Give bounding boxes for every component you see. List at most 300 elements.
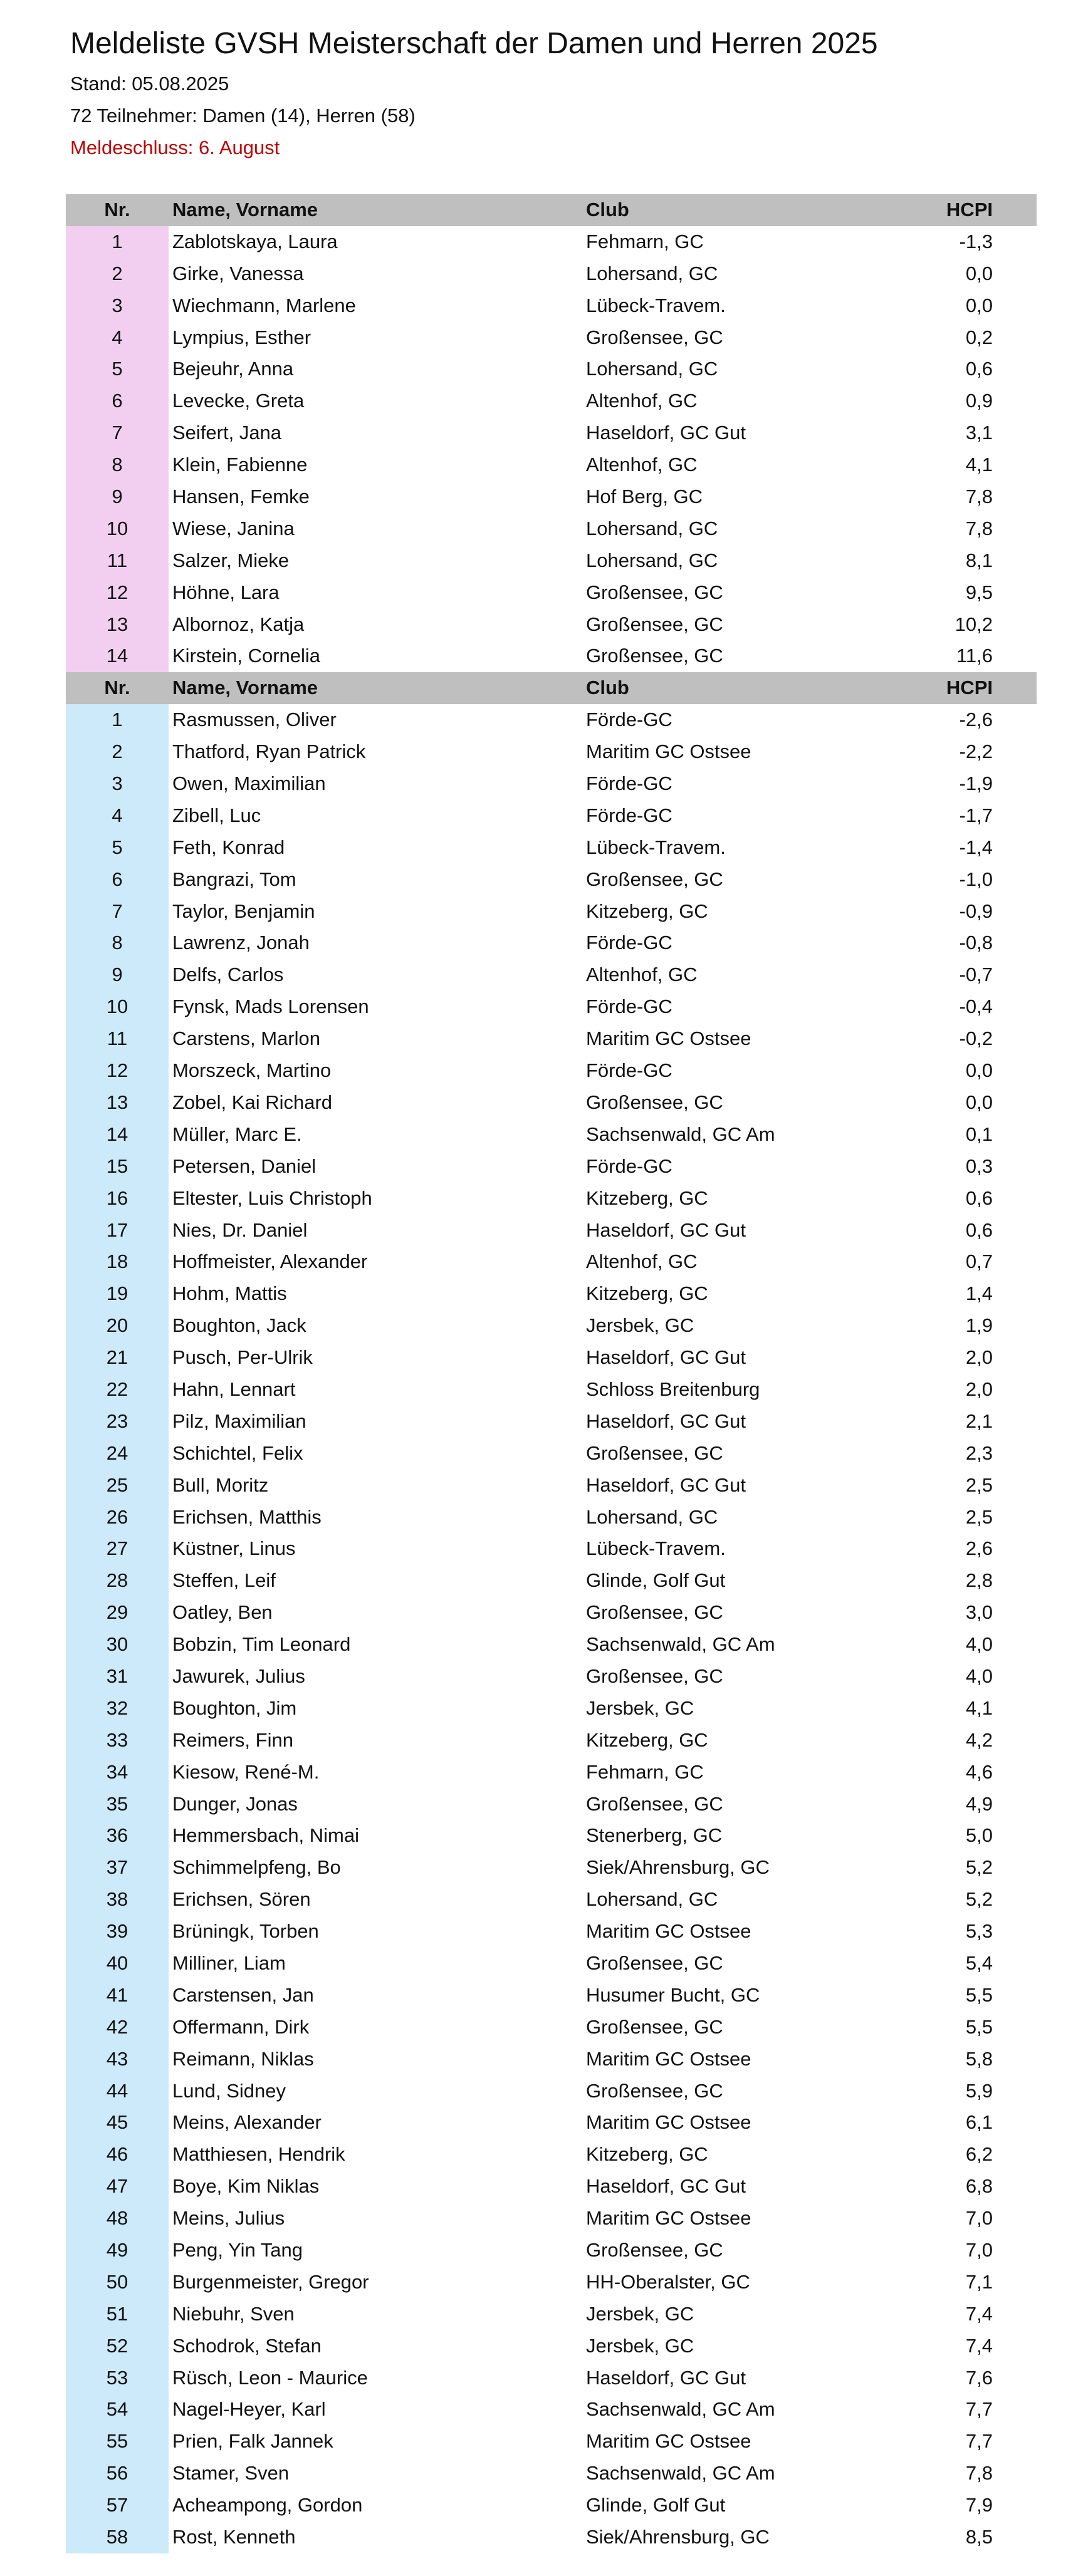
row-number: 1 [66,226,169,258]
table-row [66,1374,1037,1406]
table-row [66,1438,1037,1470]
row-number: 45 [66,2107,169,2139]
handicap-index: 0,0 [965,1091,993,1113]
row-number: 21 [66,1342,169,1374]
player-name: Wiese, Janina [172,517,295,539]
club-name: Sachsenwald, GC Am [586,1123,775,1145]
club-name: Haseldorf, GC Gut [586,422,746,444]
header-hcpi: HCPI [946,677,993,699]
row-number: 38 [66,1884,169,1916]
table-row [66,1406,1037,1438]
club-name: Großensee, GC [586,1951,723,1974]
player-name: Owen, Maximilian [172,772,326,795]
player-name: Eltester, Luis Christoph [172,1187,372,1209]
table-row [66,1246,1037,1278]
club-name: Maritim GC Ostsee [586,2047,751,2070]
row-number: 12 [66,1055,169,1087]
row-number: 35 [66,1789,169,1820]
row-number: 48 [66,2203,169,2235]
handicap-index: 4,9 [965,1792,993,1815]
club-name: Jersbek, GC [586,2334,694,2357]
table-row [66,1023,1037,1055]
club-name: Großensee, GC [586,1792,723,1815]
table-row [66,2426,1037,2458]
table-row [66,991,1037,1023]
player-name: Pilz, Maximilian [172,1410,306,1432]
club-name: Glinde, Golf Gut [586,1569,726,1592]
club-name: Maritim GC Ostsee [586,2430,751,2453]
club-name: Großensee, GC [586,868,723,890]
row-number: 27 [66,1533,169,1565]
row-number: 22 [66,1374,169,1406]
handicap-index: 11,6 [956,645,993,667]
player-name: Schodrok, Stefan [172,2334,322,2357]
table-row [66,896,1037,928]
handicap-index: 5,9 [965,2079,993,2102]
row-number: 24 [66,1438,169,1470]
table-row [66,1151,1037,1183]
player-name: Küstner, Linus [172,1537,296,1560]
club-name: Förde-GC [586,1155,672,1177]
club-name: Sachsenwald, GC Am [586,2398,775,2421]
handicap-index: 9,5 [965,581,993,603]
player-name: Dunger, Jonas [172,1792,298,1815]
table-row [66,1183,1037,1215]
handicap-index: 0,9 [965,390,993,412]
player-name: Klein, Fabienne [172,454,308,476]
handicap-index: 5,5 [965,2015,993,2038]
handicap-index: 0,0 [965,262,993,284]
player-name: Salzer, Mieke [172,549,290,571]
club-name: Kitzeberg, GC [586,2143,708,2166]
table-row [66,2298,1037,2330]
header-name: Name, Vorname [172,677,318,699]
handicap-index: 0,6 [965,1218,993,1241]
club-name: Fehmarn, GC [586,1760,704,1783]
club-name: Großensee, GC [586,1091,723,1113]
player-name: Taylor, Benjamin [172,900,315,922]
table-row [66,2394,1037,2426]
player-name: Erichsen, Sören [172,1888,311,1911]
handicap-index: 3,0 [965,1601,993,1624]
row-number: 20 [66,1310,169,1342]
row-number: 4 [66,322,169,354]
row-number: 8 [66,449,169,481]
club-name: Haseldorf, GC Gut [586,1218,746,1241]
player-name: Oatley, Ben [172,1601,273,1624]
club-name: Förde-GC [586,1059,672,1082]
table-header-row [66,672,1037,704]
handicap-index: 0,7 [965,1250,993,1273]
table-row [66,1757,1037,1789]
handicap-index: 4,1 [965,1696,993,1719]
row-number: 26 [66,1502,169,1534]
table-row [66,1342,1037,1374]
row-number: 19 [66,1278,169,1310]
club-name: Haseldorf, GC Gut [586,1346,746,1369]
row-number: 58 [66,2521,169,2553]
handicap-index: 7,8 [965,2462,993,2485]
player-name: Zobel, Kai Richard [172,1091,333,1113]
club-name: Maritim GC Ostsee [586,2207,751,2230]
table-row [66,290,1037,322]
header-nr: Nr. [104,677,130,699]
club-name: Großensee, GC [586,613,723,635]
table-row [66,1565,1037,1597]
table-row [66,353,1037,385]
player-name: Acheampong, Gordon [172,2494,363,2516]
club-name: Siek/Ahrensburg, GC [586,1856,770,1879]
row-number: 32 [66,1693,169,1725]
club-name: Kitzeberg, GC [586,1282,708,1305]
table-row [66,1693,1037,1725]
handicap-index: 5,4 [965,1951,993,1974]
row-number: 44 [66,2075,169,2107]
row-number: 55 [66,2426,169,2458]
row-number: 47 [66,2171,169,2203]
player-name: Carstensen, Jan [172,1983,314,2006]
row-number: 40 [66,1948,169,1980]
table-row [66,1502,1037,1534]
club-name: Haseldorf, GC Gut [586,1473,746,1496]
handicap-index: 6,1 [965,2111,993,2134]
table-row [66,736,1037,768]
table-row [66,927,1037,959]
player-name: Rost, Kenneth [172,2526,296,2548]
handicap-index: 5,0 [965,1824,993,1847]
table-row [66,1852,1037,1884]
handicap-index: 3,1 [965,422,993,444]
player-name: Stamer, Sven [172,2462,290,2485]
row-number: 7 [66,417,169,449]
handicap-index: 0,3 [965,1155,993,1177]
club-name: Lohersand, GC [586,358,718,380]
player-name: Albornoz, Katja [172,613,305,635]
club-name: Stenerberg, GC [586,1824,723,1847]
club-name: Jersbek, GC [586,2302,694,2325]
table-row [66,1597,1037,1629]
table-row [66,2458,1037,2490]
handicap-index: 0,6 [965,358,993,380]
men-section [66,672,1037,2553]
club-name: Förde-GC [586,772,672,795]
club-name: Großensee, GC [586,326,723,348]
table-row [66,1725,1037,1757]
row-number: 12 [66,577,169,609]
row-number: 16 [66,1183,169,1215]
club-name: Maritim GC Ostsee [586,2111,751,2134]
player-name: Reimann, Niklas [172,2047,314,2070]
player-name: Petersen, Daniel [172,1155,317,1177]
player-name: Niebuhr, Sven [172,2302,295,2325]
table-row [66,1789,1037,1820]
club-name: Haseldorf, GC Gut [586,2175,746,2198]
table-row [66,322,1037,354]
row-number: 46 [66,2139,169,2171]
player-name: Meins, Alexander [172,2111,322,2134]
club-name: Lohersand, GC [586,262,718,284]
handicap-index: 0,2 [965,326,993,348]
handicap-index: 5,5 [965,1983,993,2006]
table-row [66,545,1037,577]
row-number: 4 [66,800,169,832]
handicap-index: 2,3 [965,1441,993,1464]
table-row [66,768,1037,800]
handicap-index: 7,7 [965,2430,993,2453]
player-name: Pusch, Per-Ulrik [172,1346,313,1369]
table-row [66,609,1037,641]
table-row [66,959,1037,991]
row-number: 1 [66,704,169,736]
handicap-index: -1,3 [959,230,993,252]
row-number: 18 [66,1246,169,1278]
handicap-index: 4,0 [965,1633,993,1656]
row-number: 28 [66,1565,169,1597]
handicap-index: 7,1 [965,2270,993,2293]
table-row [66,2139,1037,2171]
handicap-index: -1,0 [959,868,993,890]
row-number: 5 [66,832,169,864]
player-name: Levecke, Greta [172,390,305,412]
table-row [66,513,1037,545]
player-name: Nies, Dr. Daniel [172,1218,308,1241]
club-name: Altenhof, GC [586,454,698,476]
handicap-index: -0,2 [959,1027,993,1050]
player-name: Burgenmeister, Gregor [172,2270,369,2293]
row-number: 13 [66,609,169,641]
row-number: 13 [66,1087,169,1119]
row-number: 31 [66,1661,169,1693]
row-number: 15 [66,1151,169,1183]
row-number: 52 [66,2330,169,2362]
table-row [66,1629,1037,1661]
table-row [66,2203,1037,2235]
player-name: Schimmelpfeng, Bo [172,1856,341,1879]
player-name: Bobzin, Tim Leonard [172,1633,351,1656]
handicap-index: 0,6 [965,1187,993,1209]
player-name: Brüningk, Torben [172,1920,319,1943]
table-row [66,2330,1037,2362]
player-name: Meins, Julius [172,2207,285,2230]
handicap-index: 2,8 [965,1569,993,1592]
table-row [66,2362,1037,2394]
table-row [66,417,1037,449]
table-row [66,258,1037,290]
table-row [66,2235,1037,2267]
player-name: Carstens, Marlon [172,1027,321,1050]
player-name: Boughton, Jim [172,1696,297,1719]
handicap-index: 0,0 [965,294,993,316]
table-row [66,1884,1037,1916]
row-number: 57 [66,2490,169,2521]
table-row [66,1119,1037,1151]
club-name: Siek/Ahrensburg, GC [586,2526,770,2548]
table-row [66,1278,1037,1310]
row-number: 8 [66,927,169,959]
club-name: Husumer Bucht, GC [586,1983,760,2006]
player-name: Höhne, Lara [172,581,280,603]
player-name: Steffen, Leif [172,1569,276,1592]
row-number: 25 [66,1470,169,1502]
handicap-index: 5,2 [965,1888,993,1911]
table-row [66,577,1037,609]
row-number: 54 [66,2394,169,2426]
club-name: Großensee, GC [586,645,723,667]
row-number: 10 [66,991,169,1023]
row-number: 6 [66,864,169,896]
table-row [66,864,1037,896]
handicap-index: -0,7 [959,963,993,986]
handicap-index: 7,6 [965,2366,993,2389]
player-name: Lund, Sidney [172,2079,286,2102]
table-row [66,1533,1037,1565]
row-number: 11 [66,1023,169,1055]
table-row [66,1980,1037,2012]
player-name: Boughton, Jack [172,1314,306,1337]
handicap-index: 2,6 [965,1537,993,1560]
table-row [66,2267,1037,2298]
player-name: Hansen, Femke [172,486,310,508]
table-row [66,2171,1037,2203]
player-name: Zablotskaya, Laura [172,230,338,252]
club-name: Fehmarn, GC [586,230,704,252]
table-row [66,1310,1037,1342]
player-name: Reimers, Finn [172,1728,293,1751]
registration-table [66,194,1037,2553]
club-name: Maritim GC Ostsee [586,1027,751,1050]
handicap-index: 7,9 [965,2494,993,2516]
player-name: Hoffmeister, Alexander [172,1250,368,1273]
handicap-index: 7,7 [965,2398,993,2421]
club-name: Förde-GC [586,804,672,826]
club-name: Sachsenwald, GC Am [586,1633,775,1656]
club-name: Großensee, GC [586,1665,723,1687]
handicap-index: -1,7 [959,804,993,826]
player-name: Matthiesen, Hendrik [172,2143,345,2166]
table-row [66,832,1037,864]
table-row [66,481,1037,513]
row-number: 11 [66,545,169,577]
table-row [66,1470,1037,1502]
handicap-index: -1,4 [959,836,993,858]
row-number: 2 [66,258,169,290]
table-row [66,1087,1037,1119]
table-row [66,2044,1037,2075]
table-row [66,449,1037,481]
table-row [66,1916,1037,1948]
club-name: Kitzeberg, GC [586,1728,708,1751]
player-name: Nagel-Heyer, Karl [172,2398,326,2421]
handicap-index: 7,0 [965,2207,993,2230]
handicap-index: -0,9 [959,900,993,922]
handicap-index: 4,1 [965,454,993,476]
club-name: Altenhof, GC [586,1250,698,1273]
player-name: Hahn, Lennart [172,1378,296,1400]
header-club: Club [586,199,629,221]
player-name: Girke, Vanessa [172,262,304,284]
handicap-index: 6,2 [965,2143,993,2166]
handicap-index: 2,0 [965,1378,993,1400]
handicap-index: 10,2 [955,613,993,635]
handicap-index: 2,0 [965,1346,993,1369]
player-name: Erichsen, Matthis [172,1505,322,1528]
row-number: 23 [66,1406,169,1438]
player-name: Boye, Kim Niklas [172,2175,320,2198]
row-number: 14 [66,1119,169,1151]
club-name: Lohersand, GC [586,517,718,539]
player-name: Offermann, Dirk [172,2015,310,2038]
club-name: Haseldorf, GC Gut [586,2366,746,2389]
handicap-index: 8,1 [965,549,993,571]
handicap-index: 7,4 [965,2302,993,2325]
handicap-index: 7,8 [965,517,993,539]
table-row [66,704,1037,736]
handicap-index: 2,5 [965,1505,993,1528]
header-name: Name, Vorname [172,199,318,221]
club-name: Lohersand, GC [586,549,718,571]
player-name: Jawurek, Julius [172,1665,305,1687]
row-number: 5 [66,353,169,385]
row-number: 10 [66,513,169,545]
document-title: Meldeliste GVSH Meisterschaft der Damen und Herren 2025 [70,27,878,60]
table-row [66,800,1037,832]
handicap-index: -0,4 [959,995,993,1018]
row-number: 30 [66,1629,169,1661]
row-number: 2 [66,736,169,768]
handicap-index: 5,2 [965,1856,993,1879]
player-name: Feth, Konrad [172,836,285,858]
row-number: 9 [66,481,169,513]
handicap-index: 4,2 [965,1728,993,1751]
row-number: 53 [66,2362,169,2394]
row-number: 3 [66,768,169,800]
handicap-index: 5,8 [965,2047,993,2070]
table-row [66,226,1037,258]
player-name: Bull, Moritz [172,1473,269,1496]
table-row [66,1948,1037,1980]
table-row [66,2521,1037,2553]
club-name: Maritim GC Ostsee [586,1920,751,1943]
club-name: Großensee, GC [586,1601,723,1624]
table-row [66,2107,1037,2139]
club-name: Haseldorf, GC Gut [586,1410,746,1432]
player-name: Schichtel, Felix [172,1441,303,1464]
handicap-index: 8,5 [965,2526,993,2548]
row-number: 43 [66,2044,169,2075]
club-name: Lohersand, GC [586,1505,718,1528]
women-section [66,194,1037,672]
handicap-index: 0,1 [965,1123,993,1145]
player-name: Peng, Yin Tang [172,2239,303,2261]
player-name: Kirstein, Cornelia [172,645,321,667]
player-name: Seifert, Jana [172,422,282,444]
player-name: Kiesow, René-M. [172,1760,320,1783]
player-name: Zibell, Luc [172,804,261,826]
row-number: 6 [66,385,169,417]
player-name: Müller, Marc E. [172,1123,302,1145]
player-name: Morszeck, Martino [172,1059,332,1082]
row-number: 29 [66,1597,169,1629]
handicap-index: 2,5 [965,1473,993,1496]
club-name: Kitzeberg, GC [586,900,708,922]
row-number: 50 [66,2267,169,2298]
row-number: 33 [66,1725,169,1757]
table-row [66,1820,1037,1852]
row-number: 14 [66,640,169,672]
player-name: Wiechmann, Marlene [172,294,356,316]
handicap-index: 5,3 [965,1920,993,1943]
row-number: 9 [66,959,169,991]
